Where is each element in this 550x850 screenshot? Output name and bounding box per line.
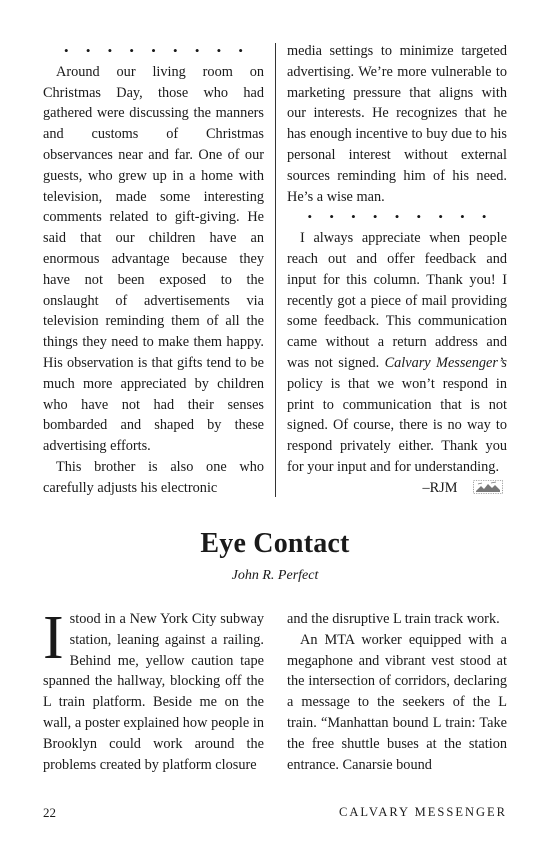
running-head: CALVARY MESSENGER xyxy=(339,805,507,819)
feedback-text-end: policy is that we won’t respond in print to communication that is not signed. Of course, there is no way to respond privately either. Thank you for your input and for understanding. xyxy=(287,375,507,475)
article-right-column xyxy=(287,609,507,775)
article-byline: John R. Perfect xyxy=(231,568,319,583)
article-title: Eye Contact xyxy=(200,528,350,559)
paragraph-brother: This brother is also one who carefully adjusts his electronic xyxy=(43,458,264,496)
signature-initials: –RJM xyxy=(422,479,458,496)
paragraph-media-settings: media settings to minimize targeted advertising. We’re more vulnerable to marketing pressure that aligns with our interests. He recognizes that he has enough incentive to buy due to his personal interest without external sources reminding him of his need. He’s a wise man. xyxy=(287,43,507,205)
signature-line xyxy=(287,478,507,499)
upper-right-column xyxy=(287,41,507,499)
upper-left-column xyxy=(43,41,264,499)
end-mark-icon xyxy=(473,480,503,494)
column-divider xyxy=(275,43,276,497)
article-paragraph-mta: An MTA worker equipped with a megaphone and vibrant vest stood at the intersection of corridors, declaring a message to the seekers of the L train. “Manhattan bound L train: Take the free shuttle buses at the station entrance. Canarsie bound xyxy=(287,631,507,773)
article-opening-paragraph xyxy=(43,604,264,775)
paragraph-feedback xyxy=(287,228,507,478)
feedback-text-start: I always appreciate when people reach out and offer feedback and input for this column. Thank you! I recently got a piece of mail providing some feedback. This communication came without a return address and was not signed. xyxy=(287,230,507,371)
publication-name-italic: Calvary Messenger’s xyxy=(384,354,507,371)
article-left-column xyxy=(43,604,264,775)
paragraph-christmas-day: Around our living room on Christmas Day, those who had gathered were discussing the manners and customs of Christmas observances near and far. One of our guests, who grew up in a home with television, made some interesting comments related to gift-giving. He said that our children have an enormous advantage because they have not been exposed to the onslaught of advertisements via television reminding them of all the things they need to make them happy. His observation is that gifts tend to be much more appreciated by children who have not had their senses bombarded and shaped by these advertising efforts. xyxy=(43,63,264,455)
page-number: 22 xyxy=(43,805,56,820)
article-continuation: and the disruptive L train track work. xyxy=(287,611,500,627)
section-break-ornament-2: • • • • • • • • • xyxy=(307,209,494,225)
section-break-ornament: • • • • • • • • • xyxy=(64,43,250,58)
drop-cap: I xyxy=(43,604,64,672)
article-opening-text: stood in a New York City subway station, leaning against a railing. Behind me, yellow caution tape spanned the hallway, blocking off the L train platform. Beside me on the wall, a poster explained how people in Brooklyn could work around the problems created by platform closure xyxy=(43,611,264,773)
